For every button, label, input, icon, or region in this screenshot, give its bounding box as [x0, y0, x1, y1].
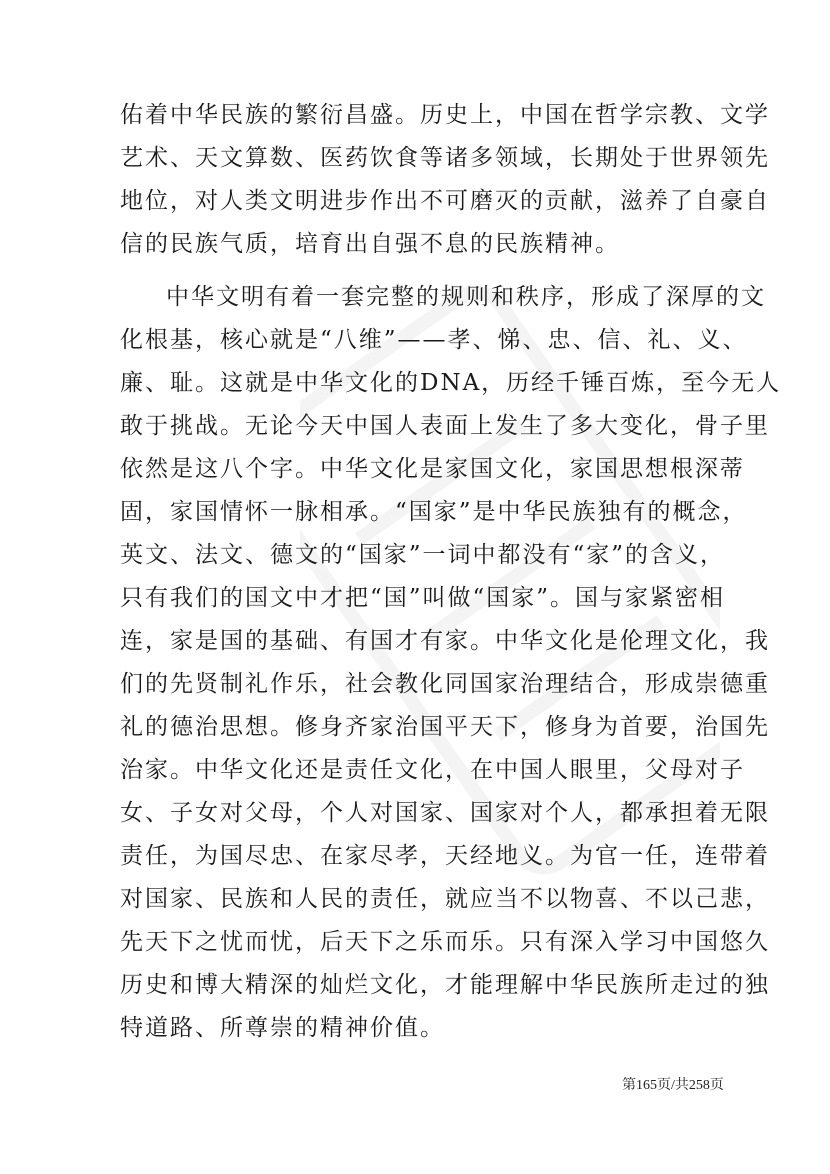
text-line: 敢于挑战。无论今天中国人表面上发生了多大变化，骨子里 [120, 413, 770, 439]
text-line: 特道路、所尊崇的精神价值。 [120, 1015, 445, 1041]
text-line: 女、子女对父母，个人对国家、国家对个人，都承担着无限 [120, 800, 770, 826]
text-line: 佑着中华民族的繁衍昌盛。历史上，中国在哲学宗教、文学 [120, 102, 770, 128]
text-line: 们的先贤制礼作乐，社会教化同国家治理结合，形成崇德重 [120, 671, 770, 697]
text-line: 治家。中华文化还是责任文化，在中国人眼里，父母对子 [120, 757, 745, 783]
text-line: 连，家是国的基础、有国才有家。中华文化是伦理文化，我 [120, 628, 770, 654]
text-line: 地位，对人类文明进步作出不可磨灭的贡献，滋养了自豪自 [120, 188, 770, 214]
text-line: 信的民族气质，培育出自强不息的民族精神。 [120, 231, 620, 257]
text-line: 责任，为国尽忠、在家尽孝，天经地义。为官一任，连带着 [120, 843, 770, 869]
text-line: 礼的德治思想。修身齐家治国平天下，修身为首要，治国先 [120, 714, 770, 740]
page-number: 第165页/共258页 [622, 1078, 724, 1093]
text-line: 依然是这八个字。中华文化是家国文化，家国思想根深蒂 [120, 456, 745, 482]
text-line: 历史和博大精深的灿烂文化，才能理解中华民族所走过的独 [120, 972, 770, 998]
text-line: 廉、耻。这就是中华文化的DNA，历经千锤百炼，至今无人 [120, 370, 782, 396]
text-line: 英文、法文、德文的“国家”一词中都没有“家”的含义， [120, 542, 726, 568]
text-line: 只有我们的国文中才把“国”叫做“国家”。国与家紧密相 [120, 585, 726, 611]
text-line: 对国家、民族和人民的责任，就应当不以物喜、不以己悲， [120, 886, 770, 912]
text-line: 艺术、天文算数、医药饮食等诸多领域，长期处于世界领先 [120, 145, 770, 171]
paragraph-first-line: 中华文明有着一套完整的规则和秩序，形成了深厚的文 [166, 284, 766, 310]
text-line: 固，家国情怀一脉相承。“国家”是中华民族独有的概念， [120, 499, 748, 525]
text-line: 化根基，核心就是“八维”——孝、悌、忠、信、礼、义、 [120, 327, 748, 353]
text-line: 先天下之忧而忧，后天下之乐而乐。只有深入学习中国悠久 [120, 929, 770, 955]
